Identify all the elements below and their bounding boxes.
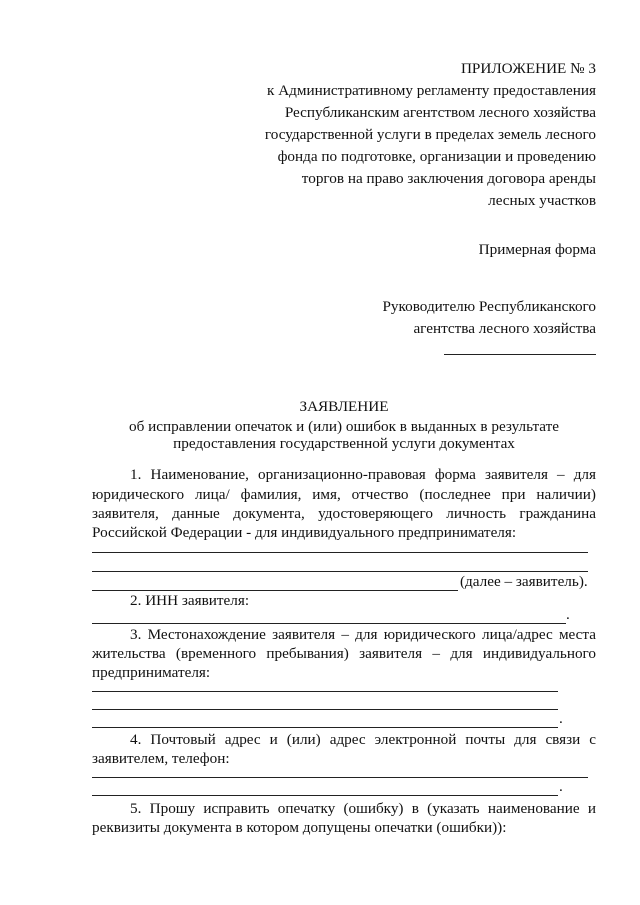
- item-4-line-1: 4. Почтовый адрес и (или) адрес электронной почты для связи с: [130, 731, 596, 748]
- appendix-line-2: Республиканским агентством лесного хозяйства: [284, 104, 596, 121]
- item-1-line-2: юридического лица/ фамилия, имя, отчество (последнее при наличии): [92, 486, 596, 503]
- addressee-line-1: Руководителю Республиканского: [382, 298, 596, 315]
- item-3-field-line-1[interactable]: [92, 691, 558, 692]
- item-1-field-line-3[interactable]: [92, 590, 458, 591]
- item-5-line-2: реквизиты документа в котором допущены опечатки (ошибки)):: [92, 819, 507, 836]
- item-3-line-2: жительства (временного пребывания) заявителя – для индивидуального: [92, 645, 596, 662]
- item-3-line-1: 3. Местонахождение заявителя – для юридического лица/адрес места: [130, 626, 596, 643]
- item-1-suffix: (далее – заявитель).: [460, 573, 588, 590]
- item-4-field-line-1[interactable]: [92, 777, 588, 778]
- item-4-field-line-2[interactable]: [92, 795, 558, 796]
- addressee-name-field[interactable]: [444, 354, 596, 355]
- item-3-field-line-2[interactable]: [92, 709, 558, 710]
- item-3-suffix: .: [559, 710, 563, 727]
- item-4-line-2: заявителем, телефон:: [92, 750, 230, 767]
- item-1-line-1: 1. Наименование, организационно-правовая форма заявителя – для: [130, 466, 596, 483]
- statement-subtitle-2: предоставления государственной услуги документах: [173, 435, 515, 452]
- addressee-line-2: агентства лесного хозяйства: [413, 320, 596, 337]
- item-1-line-3: заявителя, данные документа, удостоверяющего личность гражданина: [92, 505, 596, 522]
- item-2-label: 2. ИНН заявителя:: [130, 592, 250, 609]
- item-1-line-4: Российской Федерации - для индивидуального предпринимателя:: [92, 524, 517, 541]
- appendix-title: ПРИЛОЖЕНИЕ № 3: [460, 60, 596, 77]
- item-3-line-3: предпринимателя:: [92, 664, 211, 681]
- item-4-suffix: .: [559, 778, 563, 795]
- statement-title: ЗАЯВЛЕНИЕ: [299, 398, 389, 415]
- statement-subtitle-1: об исправлении опечаток и (или) ошибок в выданных в результате: [128, 418, 559, 435]
- appendix-line-1: к Административному регламенту предоставления: [267, 82, 596, 99]
- item-1-field-line-2[interactable]: [92, 571, 588, 572]
- inn-field[interactable]: [92, 623, 566, 624]
- item-3-field-line-3[interactable]: [92, 727, 558, 728]
- appendix-line-5: торгов на право заключения договора аренды: [301, 170, 596, 187]
- appendix-line-4: фонда по подготовке, организации и проведению: [277, 148, 596, 165]
- item-2-suffix: .: [566, 606, 570, 623]
- appendix-line-6: лесных участков: [488, 192, 596, 209]
- appendix-line-3: государственной услуги в пределах земель лесного: [264, 126, 596, 143]
- item-5-line-1: 5. Прошу исправить опечатку (ошибку) в (указать наименование и: [130, 800, 596, 817]
- sample-form-label: Примерная форма: [478, 241, 596, 258]
- item-1-field-line-1[interactable]: [92, 552, 588, 553]
